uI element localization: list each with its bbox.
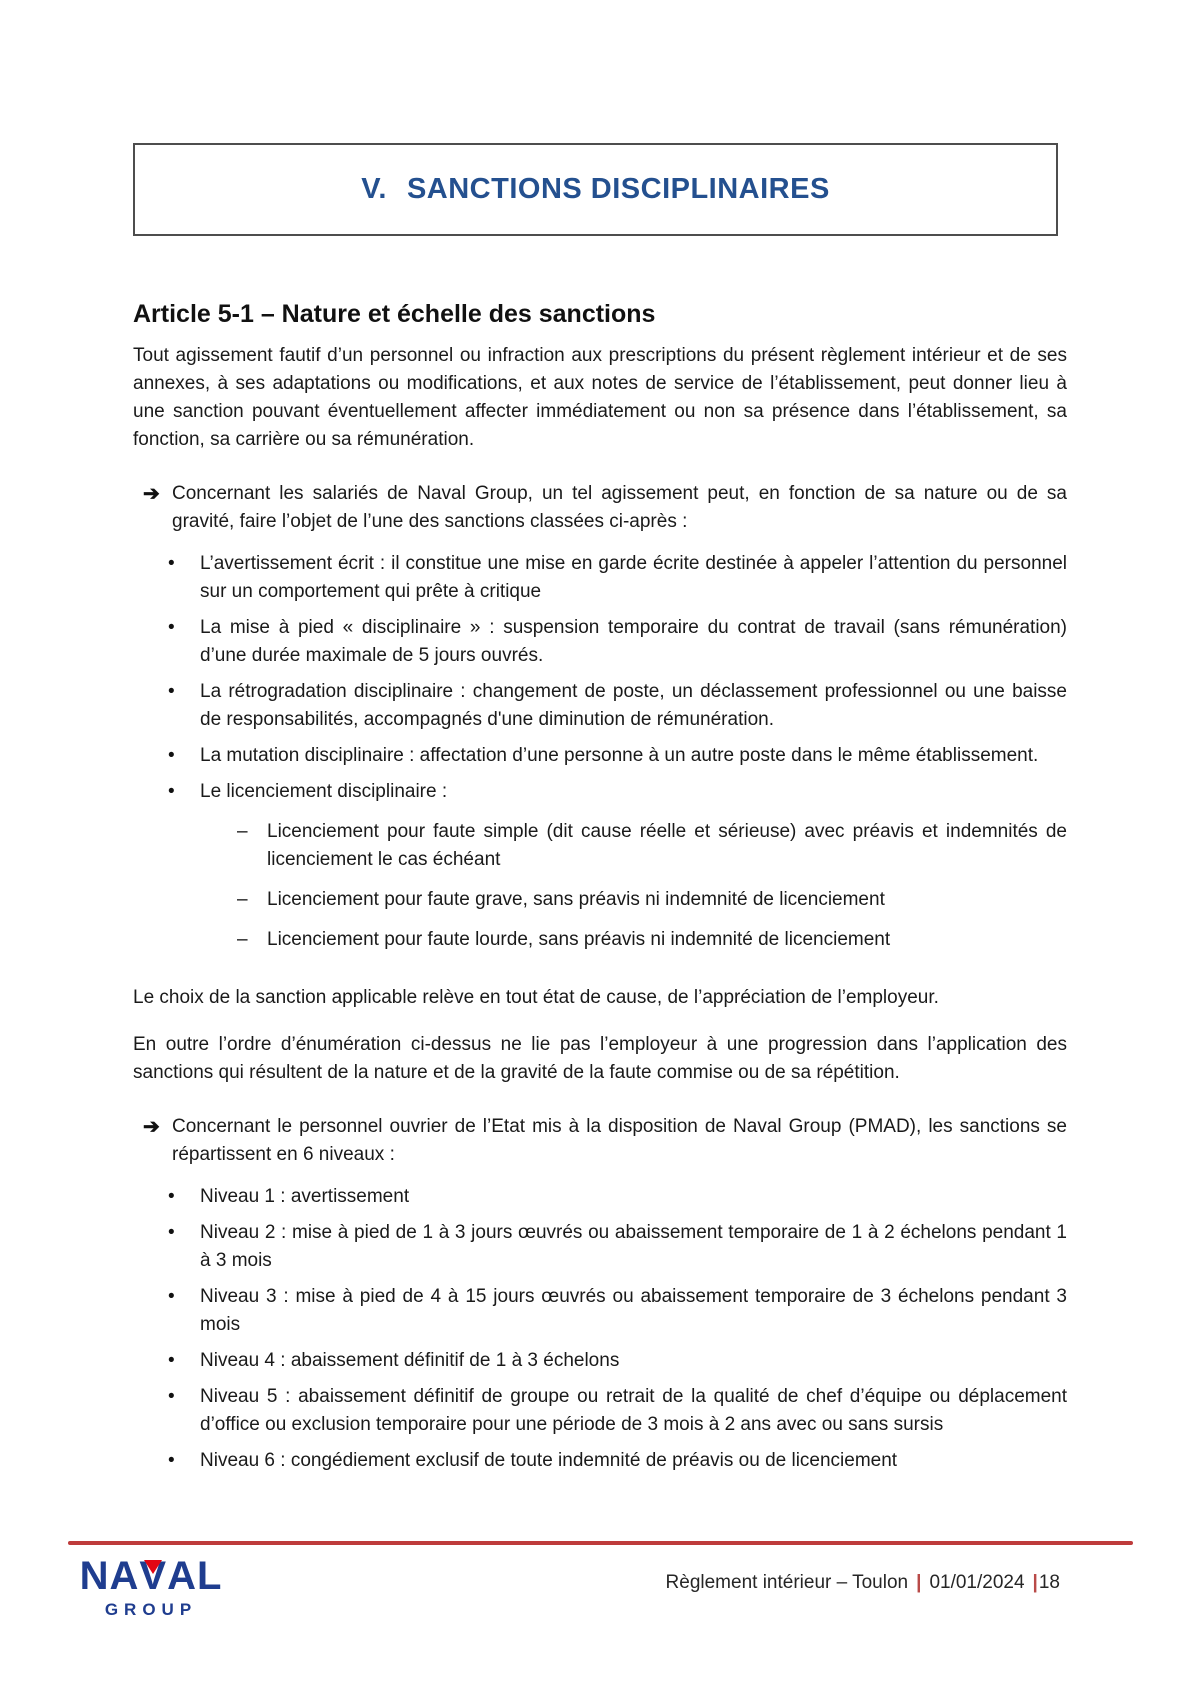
list-item — [168, 778, 1067, 806]
dash-icon: – — [237, 821, 248, 842]
bullet-icon: • — [168, 745, 175, 766]
footer-doc-label: Règlement intérieur – Toulon — [665, 1572, 909, 1593]
list-item — [168, 742, 1067, 770]
choice-paragraph: Le choix de la sanction applicable relève en tout état de cause, de l’appréciation de l’employeur. — [133, 987, 939, 1008]
bullet-text: Niveau 4 : abaissement définitif de 1 à 3 échelons — [200, 1350, 620, 1371]
bullet-text: Niveau 1 : avertissement — [200, 1186, 410, 1207]
list-item — [237, 926, 1067, 954]
footer-reference — [666, 1572, 1060, 1594]
bullet-text: Le licenciement disciplinaire : — [200, 781, 448, 802]
logo-letter-v — [139, 1556, 167, 1596]
bullet-icon: • — [168, 1286, 175, 1307]
bullet-text: L’avertissement écrit : il constitue une mise en garde écrite destinée à appeler l’attention du personnel sur un comportement qui prête à critique — [200, 553, 1067, 602]
dash-text: Licenciement pour faute lourde, sans préavis ni indemnité de licenciement — [267, 929, 891, 950]
footer-pipe-icon: | — [916, 1572, 922, 1593]
list-item — [237, 886, 1067, 914]
list-item — [168, 678, 1067, 734]
bullet-icon: • — [168, 1186, 175, 1207]
naval-group-logo — [55, 1556, 247, 1620]
section-title-box — [133, 143, 1058, 236]
footer-divider-line — [68, 1541, 1133, 1545]
bullet-text: Niveau 5 : abaissement définitif de groupe ou retrait de la qualité de chef d’équipe ou déplacement d’office ou exclusion temporaire pour une période de 3 mois à 2 ans avec ou sans sursis — [200, 1386, 1067, 1435]
list-item — [168, 1183, 1067, 1211]
arrow-lead-text: Concernant le personnel ouvrier de l’Etat mis à la disposition de Naval Group (PMAD), les sanctions se répartissent en 6 niveaux : — [172, 1116, 1067, 1165]
licenciement-sublist — [237, 818, 1067, 954]
bullet-text: Niveau 3 : mise à pied de 4 à 15 jours œuvrés ou abaissement temporaire de 3 échelons pendant 3 mois — [200, 1286, 1067, 1335]
logo-v-glyph: V — [139, 1554, 168, 1598]
bullet-icon: • — [168, 617, 175, 638]
bullet-text: La mutation disciplinaire : affectation d’une personne à un autre poste dans le même établissement. — [200, 745, 1039, 766]
niveaux-bullet-list — [133, 1183, 1067, 1475]
footer-pipe-icon: | — [1032, 1572, 1038, 1593]
bullet-icon: • — [168, 781, 175, 802]
arrow-item-salaries — [133, 480, 1067, 536]
list-item — [168, 1219, 1067, 1275]
bullet-text: Niveau 6 : congédiement exclusif de toute indemnité de préavis ou de licenciement — [200, 1450, 898, 1471]
section-title: SANCTIONS DISCIPLINAIRES — [406, 173, 830, 205]
bullet-icon: • — [168, 553, 175, 574]
order-paragraph: En outre l’ordre d’énumération ci-dessus ne lie pas l’employeur à une progression dans l’application des sanctions qui résultent de la nature et de la gravité de la faute commise ou de sa répétition. — [133, 1034, 1067, 1083]
bullet-text: Niveau 2 : mise à pied de 1 à 3 jours œuvrés ou abaissement temporaire de 1 à 2 échelons pendant 1 à 3 mois — [200, 1222, 1067, 1271]
dash-text: Licenciement pour faute simple (dit cause réelle et sérieuse) avec préavis et indemnités de licenciement le cas échéant — [267, 821, 1067, 870]
footer-page-number: 18 — [1038, 1572, 1060, 1593]
list-item — [237, 818, 1067, 874]
arrow-item-pmad — [133, 1113, 1067, 1169]
section-number: V. — [361, 173, 387, 205]
footer-date: 01/01/2024 — [929, 1572, 1025, 1593]
arrow-lead-text: Concernant les salariés de Naval Group, un tel agissement peut, en fonction de sa nature ou de sa gravité, faire l’objet de l’une des sanctions classées ci-après : — [172, 483, 1067, 532]
dash-icon: – — [237, 929, 248, 950]
logo-wordmark — [55, 1556, 247, 1596]
dash-text: Licenciement pour faute grave, sans préavis ni indemnité de licenciement — [267, 889, 885, 910]
list-item — [168, 1383, 1067, 1439]
list-item — [168, 1347, 1067, 1375]
document-body — [133, 300, 1067, 1475]
list-item — [168, 1283, 1067, 1339]
bullet-icon: • — [168, 681, 175, 702]
bullet-icon: • — [168, 1350, 175, 1371]
arrow-icon: ➔ — [143, 1116, 160, 1138]
logo-red-triangle-icon — [144, 1560, 162, 1574]
intro-paragraph: Tout agissement fautif d’un personnel ou infraction aux prescriptions du présent règlement intérieur et de ses annexes, à ses adaptations ou modifications, et aux notes de service de l’établissement, peut donner lieu à une sanction pouvant éventuellement affecter immédiatement ou non sa présence dans l’établissement, sa fonction, sa carrière ou sa rémunération. — [133, 345, 1067, 450]
bullet-icon: • — [168, 1222, 175, 1243]
list-item — [168, 1447, 1067, 1475]
list-item — [168, 614, 1067, 670]
bullet-icon: • — [168, 1450, 175, 1471]
article-heading: Article 5-1 – Nature et échelle des sanctions — [133, 300, 656, 328]
logo-subtitle: GROUP — [104, 1600, 198, 1619]
dash-icon: – — [237, 889, 248, 910]
arrow-icon: ➔ — [143, 483, 160, 505]
sanctions-bullet-list — [133, 550, 1067, 806]
logo-letters-pre: NA — [79, 1554, 140, 1598]
bullet-icon: • — [168, 1386, 175, 1407]
list-item — [168, 550, 1067, 606]
bullet-text: La rétrogradation disciplinaire : changement de poste, un déclassement professionnel ou une baisse de responsabilités, accompagnés d'une diminution de rémunération. — [200, 681, 1067, 730]
logo-letters-post: AL — [167, 1554, 223, 1598]
bullet-text: La mise à pied « disciplinaire » : suspension temporaire du contrat de travail (sans rémunération) d’une durée maximale de 5 jours ouvrés. — [200, 617, 1067, 666]
